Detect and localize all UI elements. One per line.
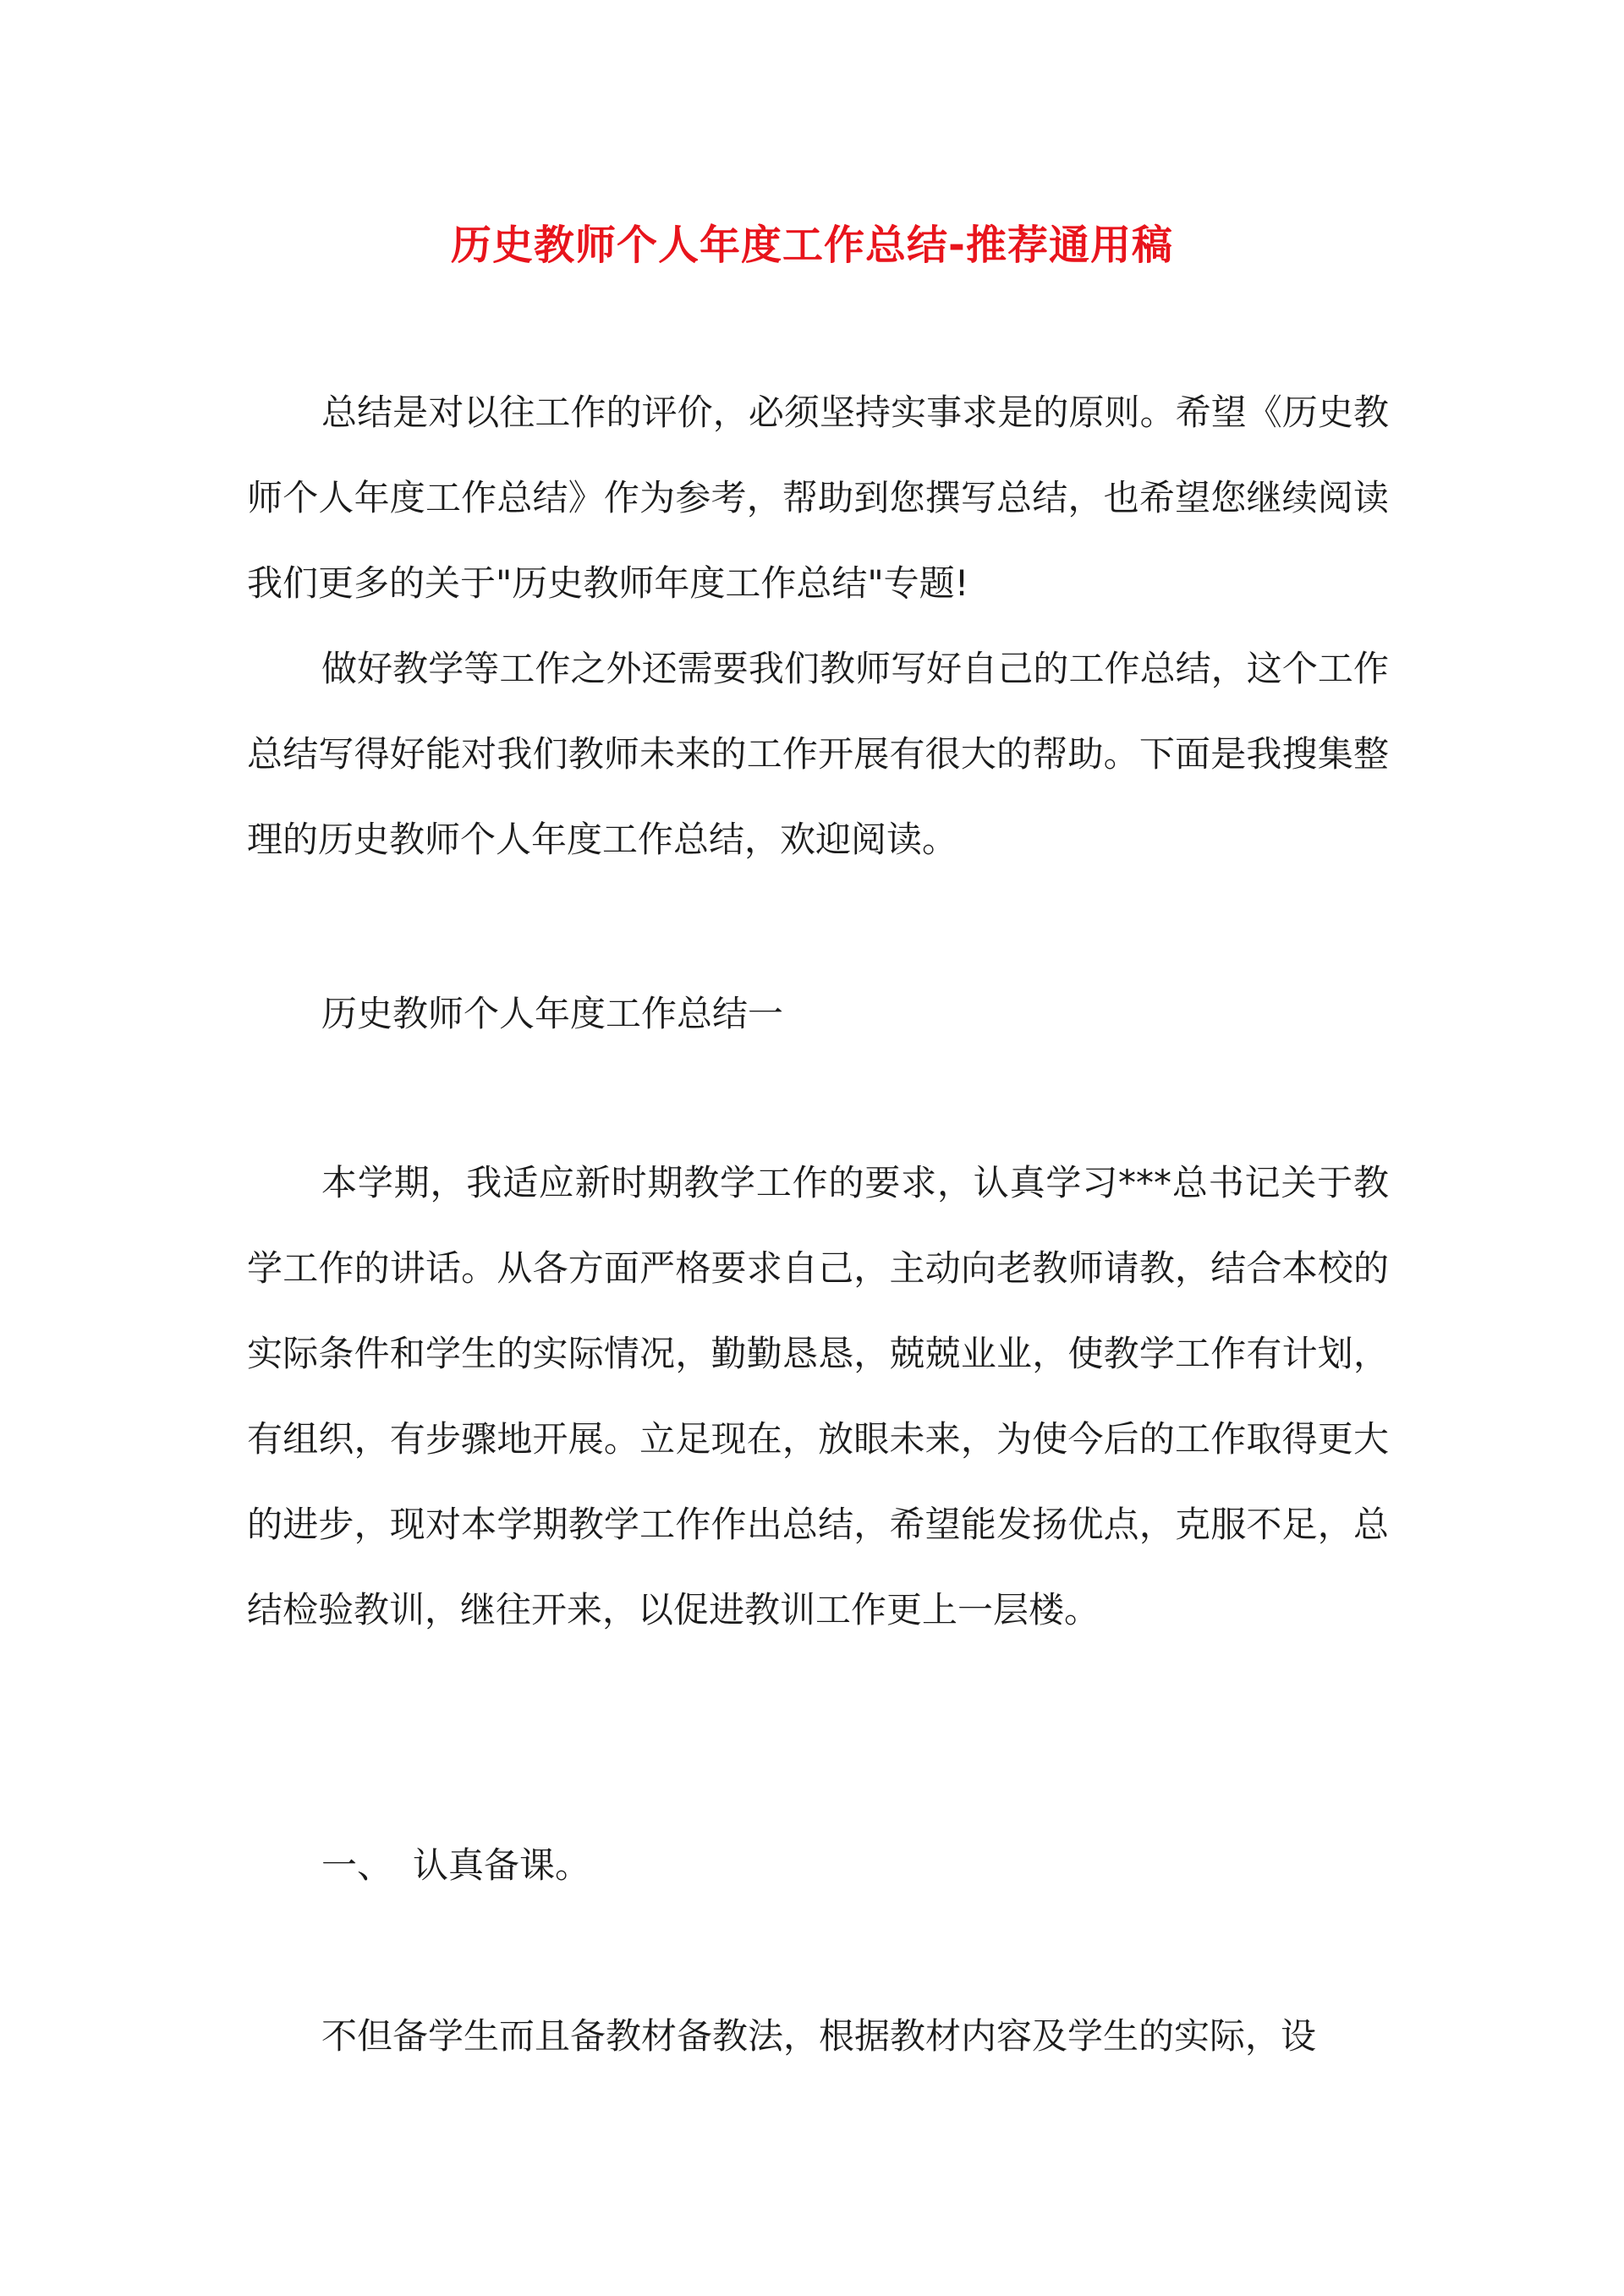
body-paragraph-1: 本学期，我适应新时期教学工作的要求，认真学习***总书记关于教学工作的讲话。从各方面严格要求自己，主动向老教师请教，结合本校的实际条件和学生的实际情况，勤勤恳恳，兢兢业业，使教学工作有计划，有组织，有步骤地开展。立足现在，放眼未来，为使今后的工作取得更大的进步，现对本学期教学工作作出总结，希望能发扬优点，克服不足，总结检验教训，继往开来，以促进教训工作更上一层楼。 [247,1162,1389,1630]
document-title: 历史教师个人年度工作总结-推荐通用稿 [451,222,1173,269]
point-heading-1 [321,1822,590,1908]
section-title: 历史教师个人年度工作总结一 [321,993,784,1034]
point-text: 认真备课。 [413,1844,591,1886]
intro-paragraph-1: 总结是对以往工作的评价，必须坚持实事求是的原则。希望《历史教师个人年度工作总结》作为参考，帮助到您撰写总结，也希望您继续阅读我们更多的关于"历史教师年度工作总结"专题! [247,392,1389,604]
intro-paragraph-2: 做好教学等工作之外还需要我们教师写好自己的工作总结，这个工作总结写得好能对我们教师未来的工作开展有很大的帮助。下面是我搜集整理的历史教师个人年度工作总结，欢迎阅读。 [247,648,1389,860]
body-paragraph-2: 不但备学生而且备教材备教法，根据教材内容及学生的实际，设 [321,2015,1317,2057]
point-number: 一、 [321,1844,393,1886]
